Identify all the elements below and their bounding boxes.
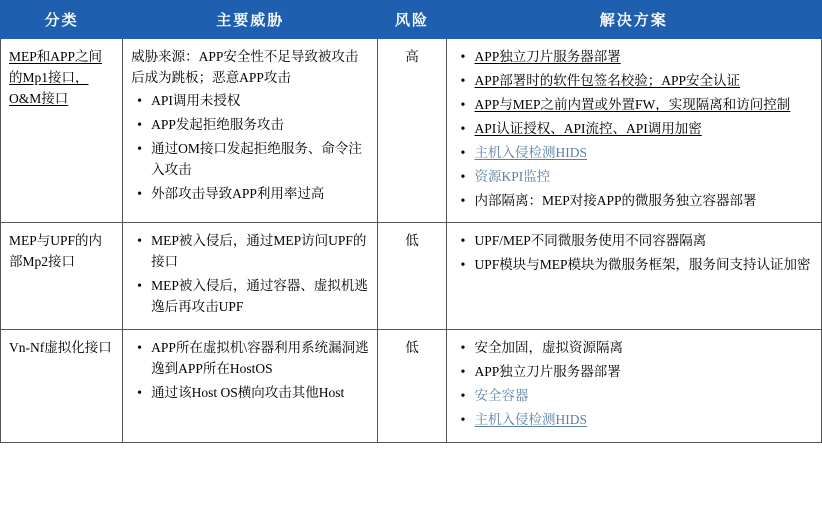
- cell-risk-level: 低: [378, 330, 446, 443]
- cell-threat: [123, 330, 378, 443]
- list-item: [473, 386, 813, 407]
- solution-text: APP部署时的软件包签名校验；APP安全认证: [474, 72, 741, 88]
- solution-text: 主机入侵检测HIDS: [474, 411, 588, 427]
- solution-list: [455, 338, 813, 431]
- list-item: • APP所在虚拟机\容器利用系统漏洞逃逸到APP所在HostOS: [149, 338, 369, 380]
- cell-risk-level: 高: [378, 39, 446, 223]
- solution-text: 主机入侵检测HIDS: [474, 144, 588, 160]
- cell-solution: [446, 223, 821, 330]
- solution-text: APP独立刀片服务器部署: [474, 49, 621, 64]
- threat-list: [131, 338, 369, 404]
- column-header-risk: 风险: [378, 1, 446, 39]
- cell-solution: [446, 330, 821, 443]
- table-row: [1, 330, 822, 443]
- cell-category: MEP和APP之间的Mp1接口，O&M接口: [1, 39, 123, 223]
- list-item: • 外部攻击导致APP利用率过高: [149, 184, 369, 205]
- list-item: [473, 231, 813, 252]
- solution-list: [455, 47, 813, 211]
- list-item: • 通过OM接口发起拒绝服务、命令注入攻击: [149, 139, 369, 181]
- threat-lead-text: 威胁来源：APP安全性不足导致被攻击后成为跳板；恶意APP攻击: [131, 49, 359, 85]
- threat-list: [131, 231, 369, 318]
- list-item: [473, 338, 813, 359]
- list-item: [473, 410, 813, 431]
- list-item: [473, 47, 813, 68]
- cell-threat: [123, 223, 378, 330]
- solution-text: UPF模块与MEP模块为微服务框架，服务间支持认证加密: [474, 257, 811, 273]
- list-item: • API调用未授权: [149, 91, 369, 112]
- cell-category: Vn-Nf虚拟化接口: [1, 330, 123, 443]
- cell-threat: [123, 39, 378, 223]
- solution-text: 安全加固，虚拟资源隔离: [474, 340, 624, 356]
- list-item: [473, 143, 813, 164]
- solution-list: [455, 231, 813, 276]
- list-item: • MEP被入侵后，通过容器、虚拟机逃逸后再攻击UPF: [149, 276, 369, 318]
- list-item: • 通过该Host OS横向攻击其他Host: [149, 383, 369, 404]
- table-header-row: [1, 1, 822, 39]
- list-item: [473, 191, 813, 212]
- table-body: [1, 39, 822, 443]
- list-item: [473, 71, 813, 92]
- solution-text: API认证授权、API流控、API调用加密: [474, 120, 702, 136]
- solution-text: APP独立刀片服务器部署: [474, 364, 621, 380]
- cell-risk-level: 低: [378, 223, 446, 330]
- list-item: [473, 167, 813, 188]
- cell-solution: [446, 39, 821, 223]
- table-row: [1, 223, 822, 330]
- list-item: [473, 362, 813, 383]
- column-header-category: 分类: [1, 1, 123, 39]
- table-row: [1, 39, 822, 223]
- list-item: • MEP被入侵后，通过MEP访问UPF的接口: [149, 231, 369, 273]
- solution-text: UPF/MEP不同微服务使用不同容器隔离: [474, 233, 707, 249]
- list-item: [473, 119, 813, 140]
- solution-text: 安全容器: [474, 387, 529, 403]
- solution-text: APP与MEP之前内置或外置FW，实现隔离和访问控制: [474, 96, 791, 112]
- column-header-threat: 主要威胁: [123, 1, 378, 39]
- list-item: [473, 95, 813, 116]
- list-item: • APP发起拒绝服务攻击: [149, 115, 369, 136]
- column-header-solution: 解决方案: [446, 1, 821, 39]
- solution-text: 内部隔离：MEP对接APP的微服务独立容器部署: [474, 192, 757, 208]
- cell-category: MEP与UPF的内部Mp2接口: [1, 223, 123, 330]
- solution-text: 资源KPI监控: [474, 168, 551, 184]
- threat-list: [131, 91, 369, 205]
- list-item: [473, 255, 813, 276]
